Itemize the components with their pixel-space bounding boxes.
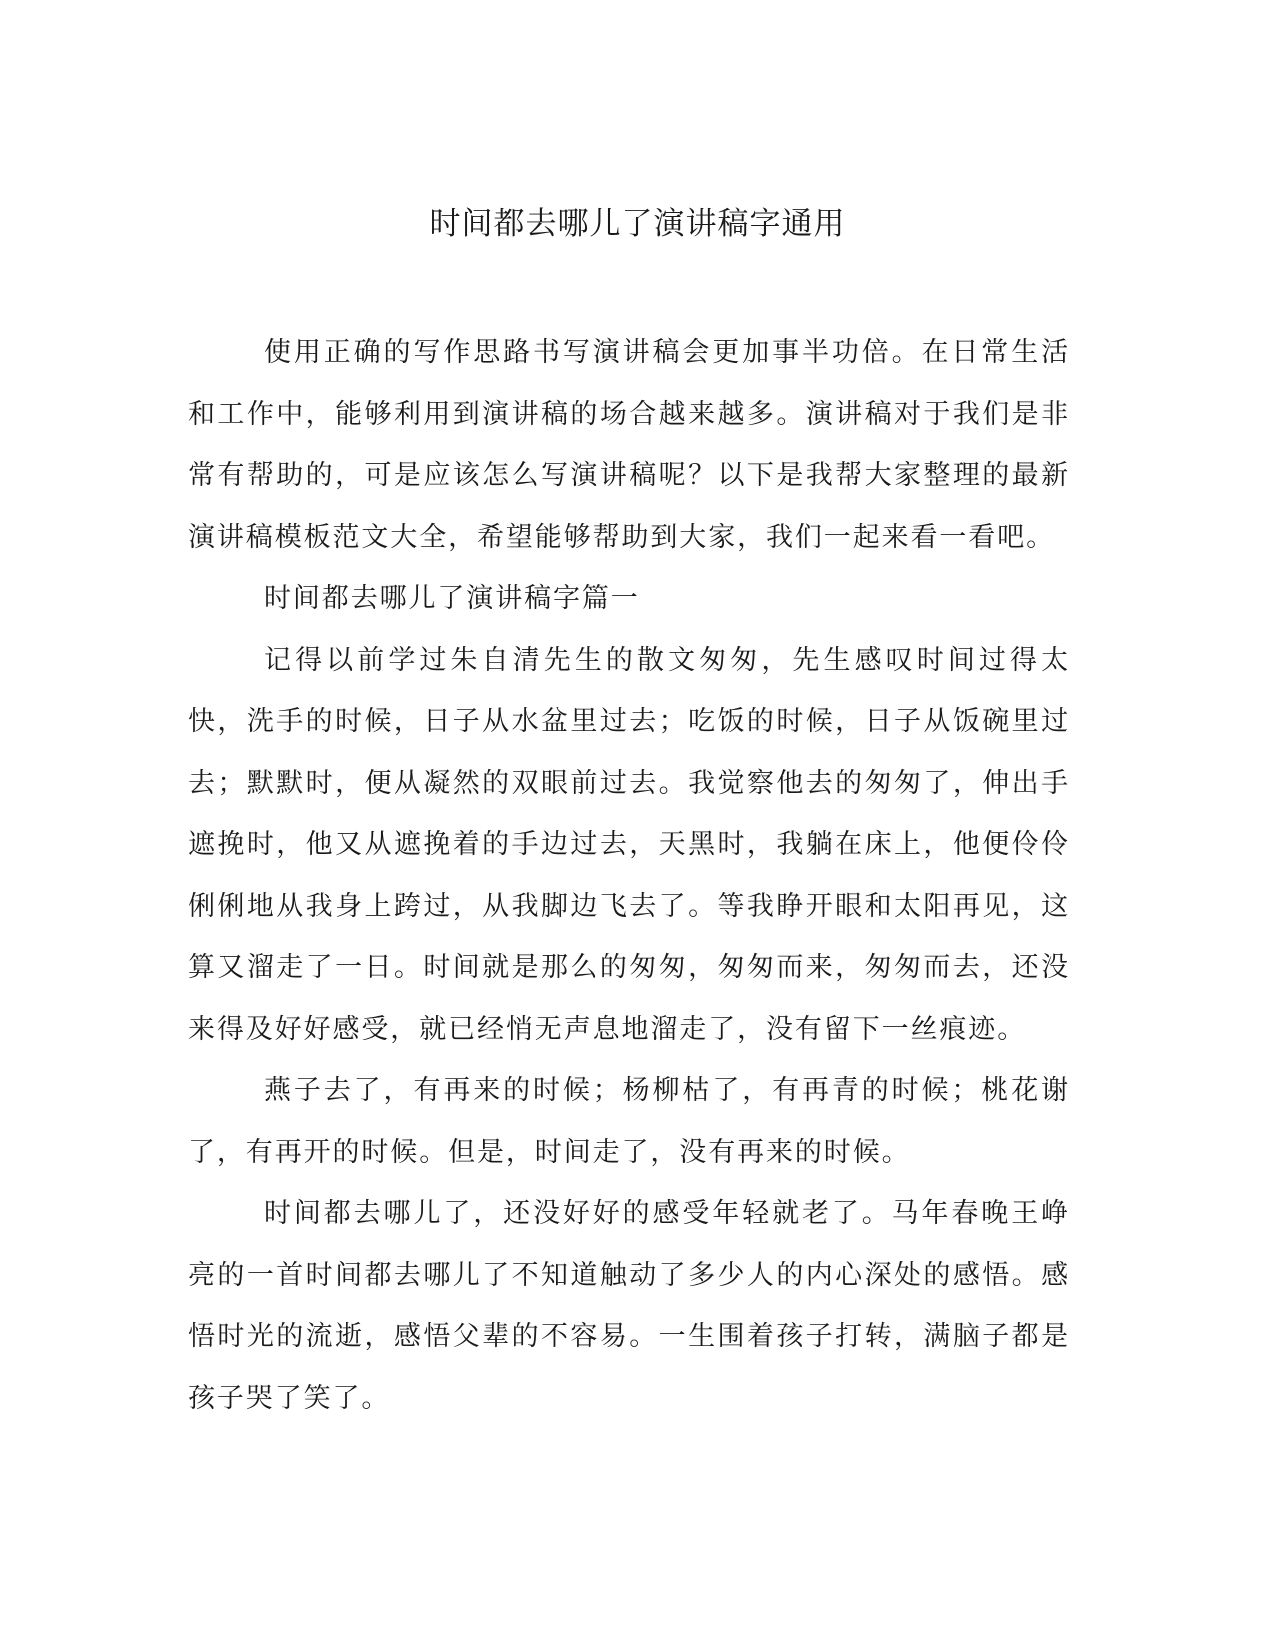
body-paragraph: 燕子去了，有再来的时候；杨柳枯了，有再青的时候；桃花谢了，有再开的时候。但是，时间走了，没有再来的时候。 bbox=[188, 1075, 1070, 1168]
section-heading: 时间都去哪儿了演讲稿字篇一 bbox=[264, 583, 640, 614]
body-paragraph: 记得以前学过朱自清先生的散文匆匆，先生感叹时间过得太快，洗手的时候，日子从水盆里过去；吃饭的时候，日子从饭碗里过去；默默时，便从凝然的双眼前过去。我觉察他去的匆匆了，伸出手遮挽时，他又从遮挽着的手边过去，天黑时，我躺在床上，他便伶伶俐俐地从我身上跨过，从我脚边飞去了。等我睁开眼和太阳再见，这算又溜走了一日。时间就是那么的匆匆，匆匆而来，匆匆而去，还没来得及好好感受，就已经悄无声息地溜走了，没有留下一丝痕迹。 bbox=[188, 644, 1070, 1045]
body-paragraph: 时间都去哪儿了，还没好好的感受年轻就老了。马年春晚王峥亮的一首时间都去哪儿了不知道触动了多少人的内心深处的感悟。感悟时光的流逝，感悟父辈的不容易。一生围着孩子打转，满脑子都是孩子哭了笑了。 bbox=[188, 1198, 1070, 1414]
document-title: 时间都去哪儿了演讲稿字通用 bbox=[429, 206, 846, 242]
document-body bbox=[188, 322, 1070, 1429]
intro-paragraph: 使用正确的写作思路书写演讲稿会更加事半功倍。在日常生活和工作中，能够利用到演讲稿的场合越来越多。演讲稿对于我们是非常有帮助的，可是应该怎么写演讲稿呢？以下是我帮大家整理的最新演讲稿模板范文大全，希望能够帮助到大家，我们一起来看一看吧。 bbox=[188, 337, 1070, 553]
